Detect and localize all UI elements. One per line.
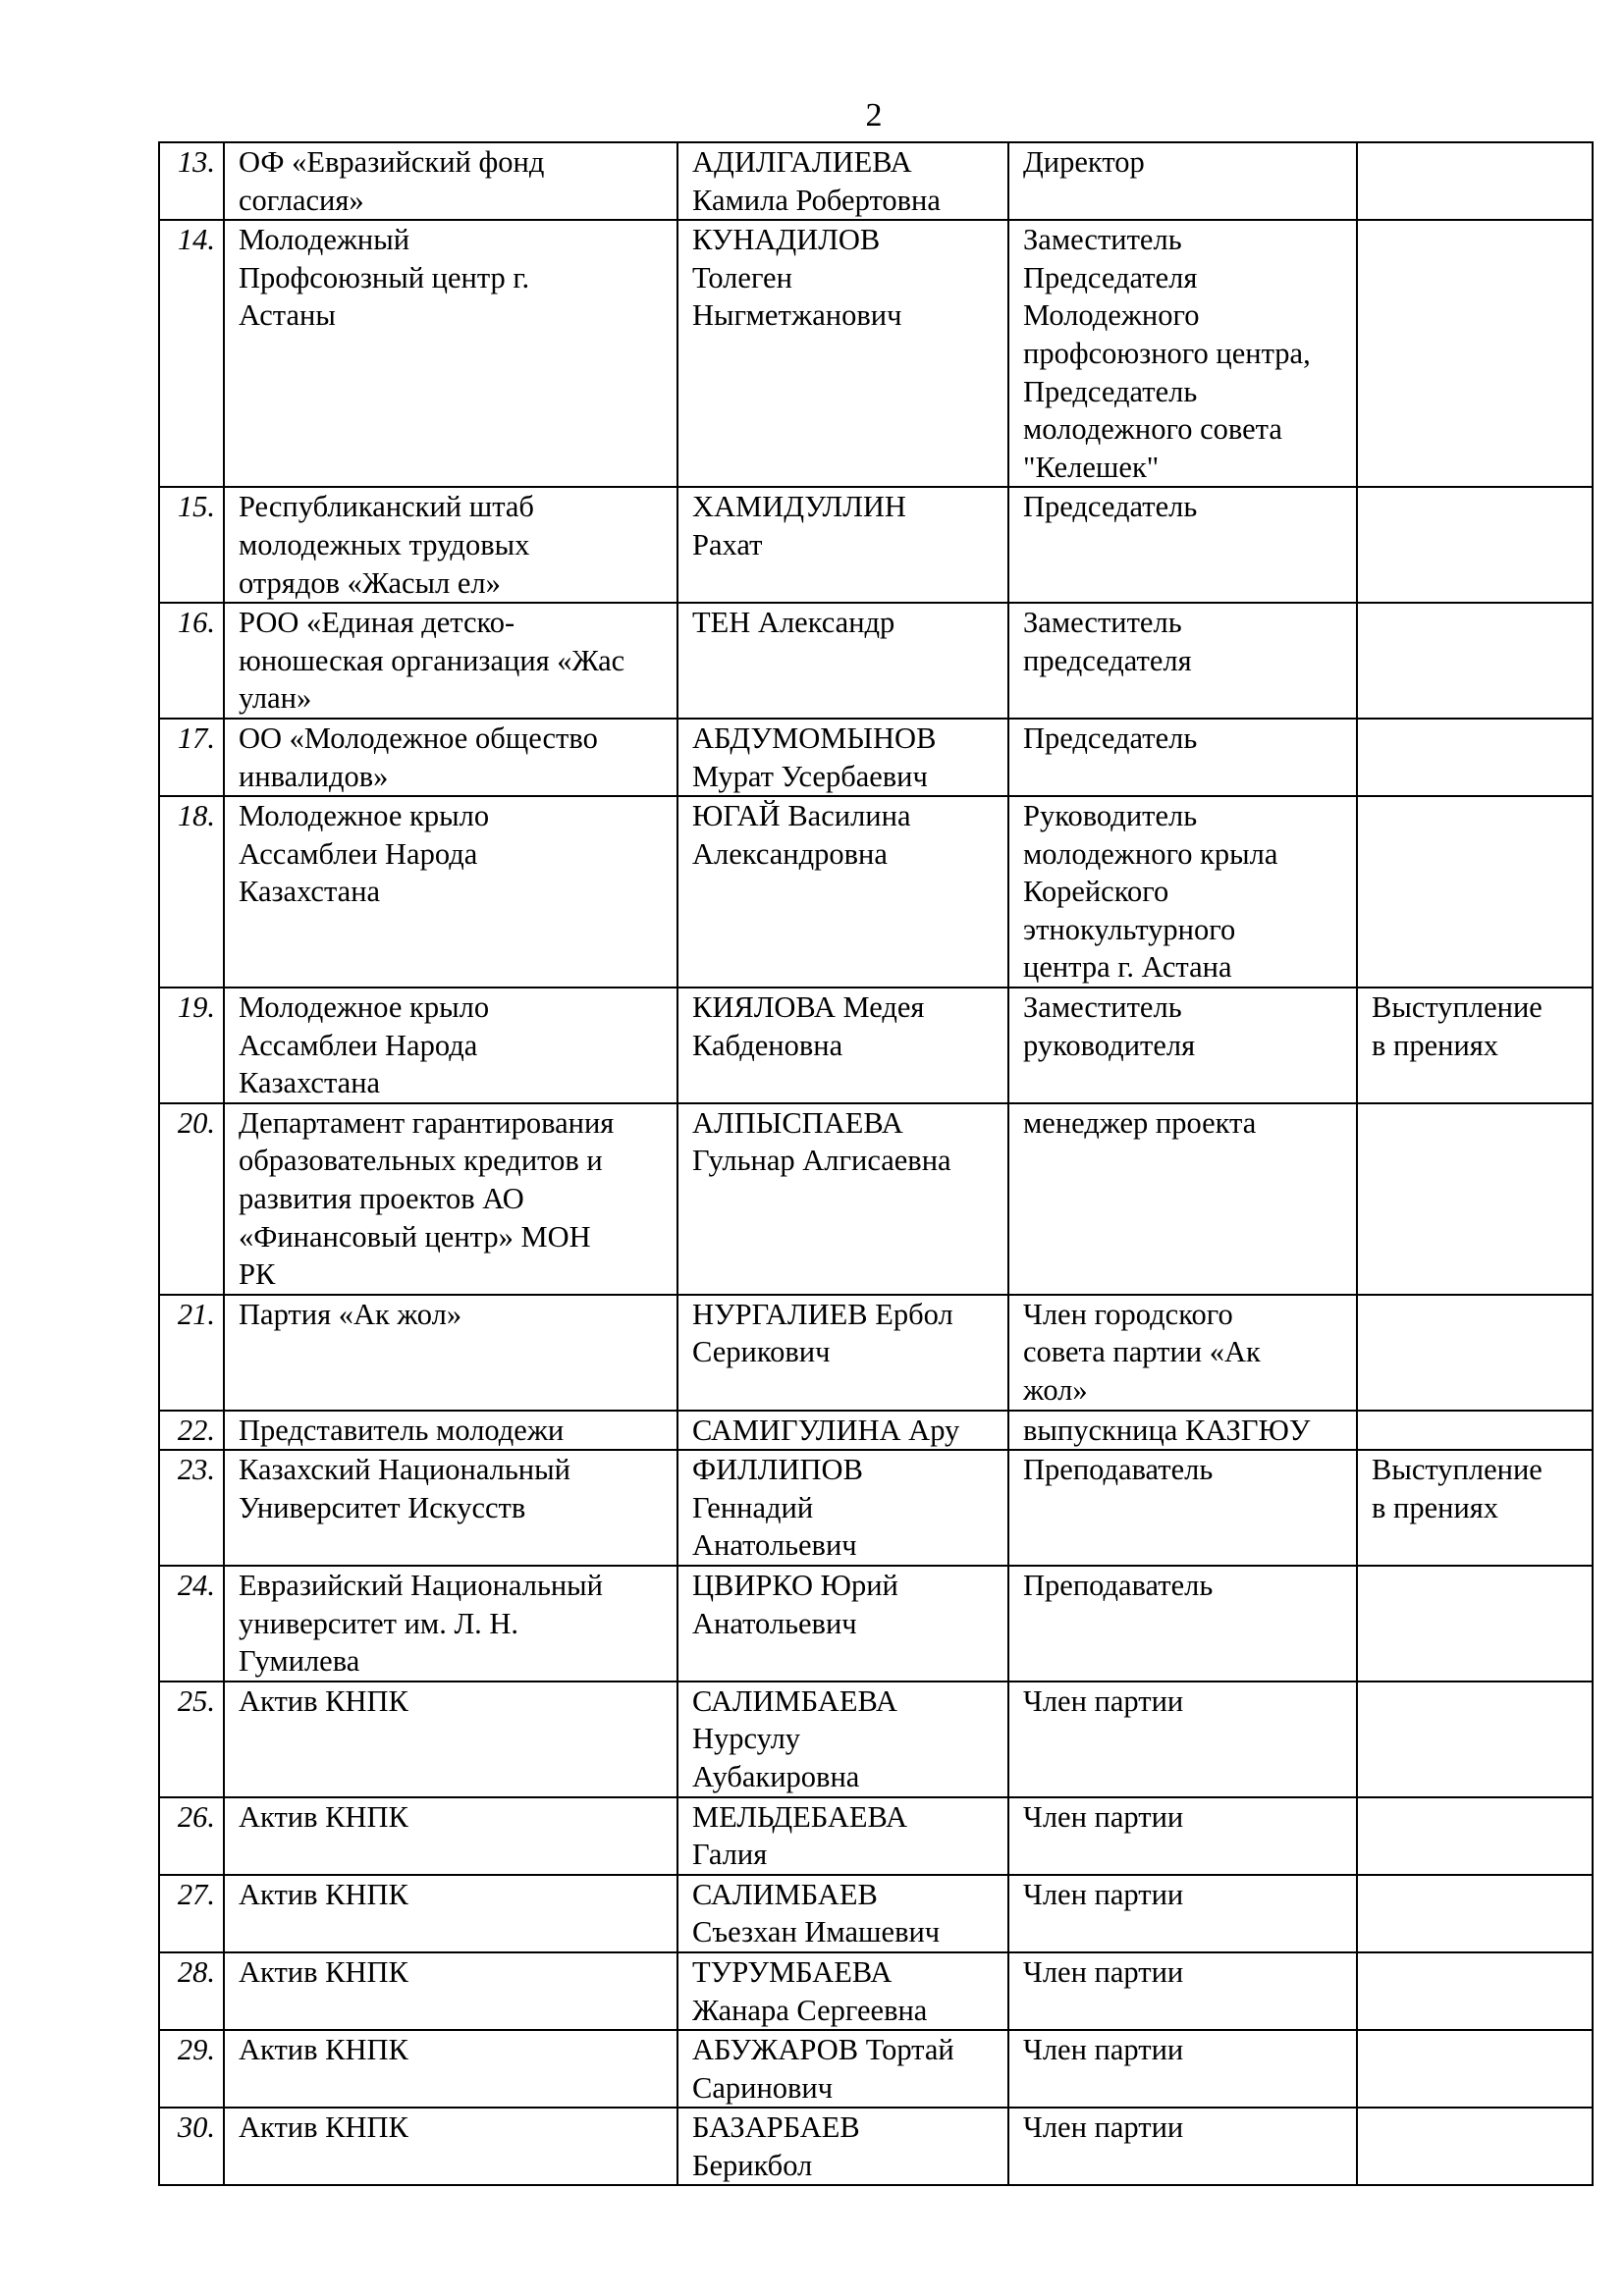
position-cell [1008, 2108, 1357, 2185]
organization-cell-text: Молодежное крыло Ассамблеи Народа Казахстана [239, 799, 490, 909]
organization-cell-text: ОО «Молодежное общество инвалидов» [239, 721, 598, 793]
row-number [159, 1295, 224, 1411]
person-name-cell [677, 1450, 1008, 1566]
person-name-cell [677, 1103, 1008, 1295]
note-cell-text: Выступление в прениях [1372, 1453, 1543, 1524]
row-number [159, 1411, 224, 1451]
table-row [159, 2030, 1593, 2108]
note-cell [1357, 1103, 1593, 1295]
person-name-cell [677, 2030, 1008, 2108]
person-name-cell-text: АДИЛГАЛИЕВА Камила Робертовна [692, 145, 941, 217]
position-cell [1008, 1103, 1357, 1295]
table-row [159, 2108, 1593, 2185]
position-cell-text: Член городского совета партии «Ак жол» [1023, 1297, 1261, 1407]
table-row [159, 1103, 1593, 1295]
organization-cell [224, 2030, 677, 2108]
organization-cell [224, 1450, 677, 1566]
position-cell-text: Преподаватель [1023, 1568, 1214, 1602]
organization-cell-text: Актив КНПК [239, 1799, 408, 1834]
organization-cell [224, 1952, 677, 2030]
organization-cell [224, 1295, 677, 1411]
organization-cell-text: РОО «Единая детско- юношеская организация «Жас улан» [239, 606, 625, 716]
organization-cell-text: Представитель молодежи [239, 1413, 565, 1447]
note-cell-text: Выступление в прениях [1372, 990, 1543, 1062]
position-cell-text: Член партии [1023, 1683, 1184, 1718]
organization-cell-text: Республиканский штаб молодежных трудовых отрядов «Жасыл ел» [239, 490, 534, 600]
organization-cell [224, 796, 677, 988]
table-row [159, 988, 1593, 1103]
position-cell-text: Заместитель председателя [1023, 606, 1192, 677]
table-row [159, 1295, 1593, 1411]
organization-cell [224, 988, 677, 1103]
organization-cell-text: Актив КНПК [239, 1954, 408, 1989]
person-name-cell-text: ХАМИДУЛЛИН Рахат [692, 490, 906, 561]
row-number-text: 28. [177, 1954, 215, 1989]
position-cell [1008, 142, 1357, 220]
participants-table [158, 141, 1594, 2186]
position-cell-text: Руководитель молодежного крыла Корейского этнокультурного центра г. Астана [1023, 799, 1278, 985]
person-name-cell-text: АБДУМОМЫНОВ Мурат Усербаевич [692, 721, 937, 793]
table-row [159, 220, 1593, 487]
note-cell [1357, 1295, 1593, 1411]
position-cell [1008, 2030, 1357, 2108]
organization-cell-text: Партия «Ак жол» [239, 1297, 462, 1331]
row-number [159, 487, 224, 603]
person-name-cell [677, 1295, 1008, 1411]
page-number: 2 [865, 97, 883, 133]
position-cell [1008, 487, 1357, 603]
person-name-cell-text: САЛИМБАЕВ Съезхан Имашевич [692, 1877, 941, 1949]
note-cell [1357, 487, 1593, 603]
table-row [159, 487, 1593, 603]
position-cell [1008, 1682, 1357, 1797]
table-row [159, 1797, 1593, 1875]
position-cell-text: Председатель [1023, 490, 1198, 524]
organization-cell-text: ОФ «Евразийский фонд согласия» [239, 145, 545, 217]
note-cell [1357, 1566, 1593, 1682]
row-number-text: 30. [177, 2110, 215, 2145]
person-name-cell [677, 719, 1008, 796]
table-row [159, 719, 1593, 796]
row-number-text: 29. [177, 2033, 215, 2067]
position-cell [1008, 1411, 1357, 1451]
note-cell [1357, 1411, 1593, 1451]
person-name-cell [677, 1682, 1008, 1797]
organization-cell-text: Молодежный Профсоюзный центр г. Астаны [239, 223, 530, 333]
position-cell [1008, 988, 1357, 1103]
table-row [159, 1952, 1593, 2030]
position-cell-text: Член партии [1023, 2033, 1184, 2067]
organization-cell-text: Актив КНПК [239, 1683, 408, 1718]
person-name-cell [677, 796, 1008, 988]
row-number-text: 23. [177, 1453, 215, 1487]
person-name-cell [677, 1411, 1008, 1451]
person-name-cell [677, 603, 1008, 719]
position-cell [1008, 1450, 1357, 1566]
note-cell [1357, 142, 1593, 220]
person-name-cell [677, 142, 1008, 220]
row-number [159, 796, 224, 988]
organization-cell-text: Актив КНПК [239, 2110, 408, 2145]
row-number [159, 142, 224, 220]
person-name-cell-text: ТУРУМБАЕВА Жанара Сергеевна [692, 1954, 928, 2027]
position-cell [1008, 719, 1357, 796]
position-cell-text: Директор [1023, 145, 1145, 179]
row-number-text: 18. [177, 799, 215, 833]
organization-cell [224, 1797, 677, 1875]
note-cell [1357, 603, 1593, 719]
person-name-cell-text: НУРГАЛИЕВ Ербол Серикович [692, 1297, 953, 1369]
organization-cell [224, 1875, 677, 1952]
row-number-text: 27. [177, 1877, 215, 1911]
note-cell [1357, 2030, 1593, 2108]
person-name-cell-text: САМИГУЛИНА Ару [692, 1413, 960, 1447]
position-cell [1008, 1797, 1357, 1875]
row-number [159, 719, 224, 796]
person-name-cell [677, 1875, 1008, 1952]
row-number [159, 988, 224, 1103]
table-row [159, 603, 1593, 719]
participants-table-body [159, 142, 1593, 2185]
person-name-cell [677, 1566, 1008, 1682]
position-cell-text: менеджер проекта [1023, 1105, 1257, 1140]
position-cell-text: выпускница КАЗГЮУ [1023, 1413, 1311, 1447]
table-row [159, 796, 1593, 988]
note-cell [1357, 796, 1593, 988]
table-row [159, 1682, 1593, 1797]
row-number-text: 25. [177, 1683, 215, 1718]
table-row [159, 1411, 1593, 1451]
person-name-cell-text: БАЗАРБАЕВ Берикбол [692, 2110, 860, 2182]
row-number [159, 220, 224, 487]
row-number-text: 13. [177, 145, 215, 179]
position-cell [1008, 603, 1357, 719]
row-number-text: 24. [177, 1568, 215, 1602]
position-cell [1008, 1952, 1357, 2030]
row-number-text: 16. [177, 606, 215, 640]
position-cell-text: Член партии [1023, 2110, 1184, 2145]
note-cell [1357, 1952, 1593, 2030]
position-cell [1008, 1566, 1357, 1682]
row-number [159, 2030, 224, 2108]
row-number-text: 21. [177, 1297, 215, 1331]
row-number [159, 1875, 224, 1952]
table-row [159, 1450, 1593, 1566]
position-cell-text: Заместитель руководителя [1023, 990, 1196, 1062]
person-name-cell [677, 1952, 1008, 2030]
person-name-cell-text: КУНАДИЛОВ Толеген Ныгметжанович [692, 223, 902, 333]
note-cell [1357, 220, 1593, 487]
person-name-cell-text: ЮГАЙ Василина Александровна [692, 799, 911, 871]
row-number [159, 1952, 224, 2030]
position-cell [1008, 220, 1357, 487]
row-number [159, 2108, 224, 2185]
table-row [159, 1875, 1593, 1952]
person-name-cell-text: ЦВИРКО Юрий Анатольевич [692, 1568, 898, 1640]
table-row [159, 1566, 1593, 1682]
note-cell [1357, 719, 1593, 796]
organization-cell [224, 1411, 677, 1451]
organization-cell [224, 487, 677, 603]
organization-cell [224, 2108, 677, 2185]
person-name-cell-text: АБУЖАРОВ Тортай Саринович [692, 2033, 954, 2105]
organization-cell [224, 1103, 677, 1295]
row-number-text: 15. [177, 490, 215, 524]
row-number [159, 603, 224, 719]
position-cell [1008, 1875, 1357, 1952]
organization-cell [224, 142, 677, 220]
organization-cell-text: Департамент гарантирования образовательных кредитов и развития проектов АО «Финансовый центр» МОН РК [239, 1105, 615, 1292]
position-cell [1008, 796, 1357, 988]
person-name-cell [677, 2108, 1008, 2185]
organization-cell [224, 719, 677, 796]
note-cell [1357, 1875, 1593, 1952]
person-name-cell-text: САЛИМБАЕВА Нурсулу Аубакировна [692, 1683, 897, 1793]
position-cell-text: Заместитель Председателя Молодежного профсоюзного центра, Председатель молодежного совета "Келешек" [1023, 223, 1311, 484]
organization-cell-text: Актив КНПК [239, 2033, 408, 2067]
row-number [159, 1566, 224, 1682]
organization-cell [224, 1566, 677, 1682]
row-number-text: 17. [177, 721, 215, 755]
position-cell-text: Член партии [1023, 1877, 1184, 1911]
position-cell-text: Член партии [1023, 1954, 1184, 1989]
position-cell-text: Преподаватель [1023, 1453, 1214, 1487]
row-number [159, 1450, 224, 1566]
table-row [159, 142, 1593, 220]
position-cell-text: Председатель [1023, 721, 1198, 755]
organization-cell-text: Актив КНПК [239, 1877, 408, 1911]
note-cell [1357, 988, 1593, 1103]
person-name-cell-text: МЕЛЬДЕБАЕВА Галия [692, 1799, 907, 1872]
position-cell [1008, 1295, 1357, 1411]
note-cell [1357, 1450, 1593, 1566]
organization-cell [224, 1682, 677, 1797]
row-number [159, 1682, 224, 1797]
row-number [159, 1103, 224, 1295]
note-cell [1357, 1797, 1593, 1875]
row-number-text: 14. [177, 223, 215, 257]
person-name-cell-text: КИЯЛОВА Медея Кабденовна [692, 990, 925, 1062]
organization-cell [224, 603, 677, 719]
person-name-cell [677, 1797, 1008, 1875]
organization-cell-text: Молодежное крыло Ассамблеи Народа Казахстана [239, 990, 490, 1100]
person-name-cell [677, 220, 1008, 487]
organization-cell [224, 220, 677, 487]
row-number-text: 22. [177, 1413, 215, 1447]
person-name-cell-text: ФИЛЛИПОВ Геннадий Анатольевич [692, 1453, 863, 1563]
person-name-cell-text: ТЕН Александр [692, 606, 895, 640]
person-name-cell-text: АЛПЫСПАЕВА Гульнар Алгисаевна [692, 1105, 951, 1178]
position-cell-text: Член партии [1023, 1799, 1184, 1834]
organization-cell-text: Евразийский Национальный университет им. Л. Н. Гумилева [239, 1568, 603, 1679]
row-number [159, 1797, 224, 1875]
person-name-cell [677, 988, 1008, 1103]
row-number-text: 19. [177, 990, 215, 1025]
note-cell [1357, 1682, 1593, 1797]
note-cell [1357, 2108, 1593, 2185]
row-number-text: 26. [177, 1799, 215, 1834]
person-name-cell [677, 487, 1008, 603]
row-number-text: 20. [177, 1105, 215, 1140]
organization-cell-text: Казахский Национальный Университет Искусств [239, 1453, 570, 1524]
